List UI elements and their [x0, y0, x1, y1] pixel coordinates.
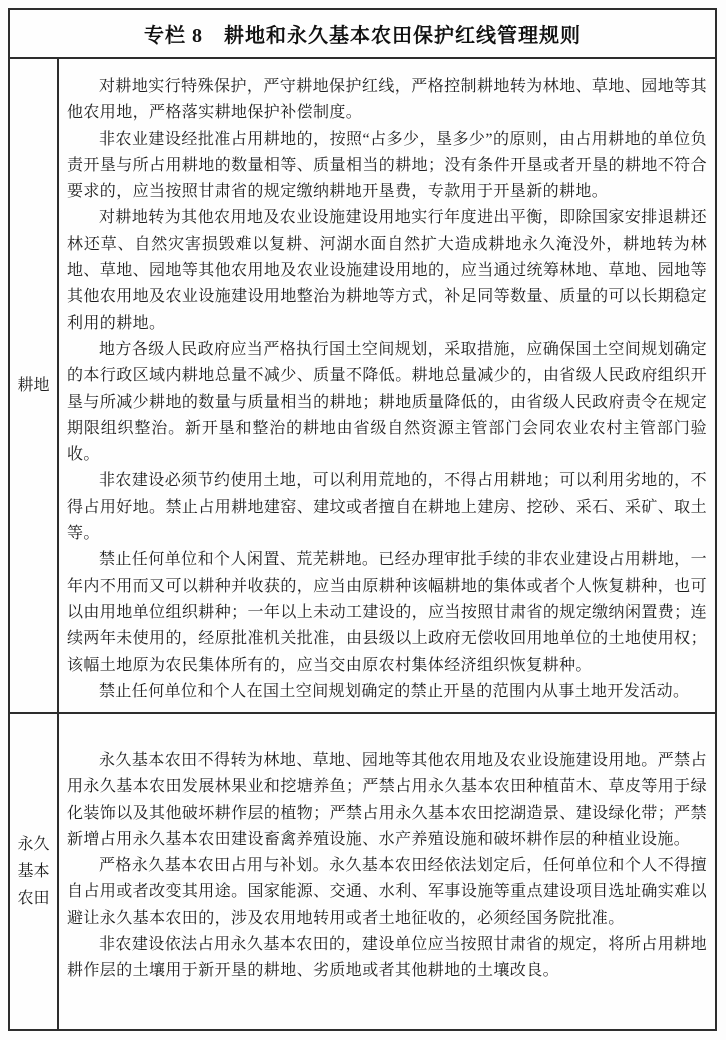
row-content-cultivated-land — [59, 59, 715, 712]
paragraph: 永久基本农田不得转为林地、草地、园地等其他农用地及农业设施建设用地。严禁占用永久基本农田发展林果业和挖塘养鱼；严禁占用永久基本农田种植苗木、草皮等用于绿化装饰以及其他破坏耕作层的植物；严禁占用永久基本农田挖湖造景、建设绿化带；严禁新增占用永久基本农田建设畜禽养殖设施、水产养殖设施和破坏耕作层的种植业设施。 — [67, 752, 707, 848]
paragraph: 地方各级人民政府应当严格执行国土空间规划，采取措施，应确保国土空间规划确定的本行政区域内耕地总量不减少、质量不降低。耕地总量减少的，由省级人民政府组织开垦与所减少耕地的数量与质量相当的耕地；耕地质量降低的，由省级人民政府责令在规定期限组织整治。新开垦和整治的耕地由省级自然资源主管部门会同农业农村主管部门验收。 — [67, 340, 707, 464]
paragraph: 非农业建设经批准占用耕地的，按照“占多少，垦多少”的原则，由占用耕地的单位负责开垦与所占用耕地的数量相等、质量相当的耕地；没有条件开垦或者开垦的耕地不符合要求的，应当按照甘肃省的规定缴纳耕地开垦费，专款用于开垦新的耕地。 — [67, 130, 707, 201]
paragraph: 严格永久基本农田占用与补划。永久基本农田经依法划定后，任何单位和个人不得擅自占用或者改变其用途。国家能源、交通、水利、军事设施等重点建设项目选址确实难以避让永久基本农田的，涉及农用地转用或者土地征收的，必须经国务院批准。 — [67, 857, 707, 927]
paragraph: 对耕地实行特殊保护，严守耕地保护红线，严格控制耕地转为林地、草地、园地等其他农用地，严格落实耕地保护补偿制度。 — [67, 78, 707, 122]
paragraph: 禁止任何单位和个人闲置、荒芜耕地。已经办理审批手续的非农业建设占用耕地，一年内不用而又可以耕种并收获的，应当由原耕种该幅耕地的集体或者个人恢复耕种，也可以由用地单位组织耕种；一年以上未动工建设的，应当按照甘肃省的规定缴纳闲置费；连续两年未使用的，经原批准机关批准，由县级以上政府无偿收回用地单位的土地使用权；该幅土地原为农民集体所有的，应当交由原农村集体经济组织恢复耕种。 — [67, 551, 707, 674]
table-row-cultivated-land — [10, 59, 715, 714]
row-label-cultivated-land: 耕地 — [10, 59, 59, 712]
panel-title: 专栏 8 耕地和永久基本农田保护红线管理规则 — [10, 10, 715, 59]
rules-panel — [8, 8, 717, 1031]
row-content-permanent-basic-farmland — [59, 714, 715, 1029]
paragraph: 禁止任何单位和个人在国土空间规划确定的禁止开垦的范围内从事土地开发活动。 — [99, 682, 690, 700]
paragraph: 对耕地转为其他农用地及农业设施建设用地实行年度进出平衡，即除国家安排退耕还林还草、自然灾害损毁难以复耕、河湖水面自然扩大造成耕地永久淹没外，耕地转为林地、草地、园地等其他农用地及农业设施建设用地的，应当通过统筹林地、草地、园地等其他农用地及农业设施建设用地整治为耕地等方式，补足同等数量、质量的可以长期稳定利用的耕地。 — [67, 209, 707, 332]
paragraph: 非农建设依法占用永久基本农田的，建设单位应当按照甘肃省的规定，将所占用耕地耕作层的土壤用于新开垦的耕地、劣质地或者其他耕地的土壤改良。 — [67, 936, 707, 980]
table-row-permanent-basic-farmland — [10, 714, 715, 1029]
paragraph: 非农建设必须节约使用土地，可以利用荒地的，不得占用耕地；可以利用劣地的，不得占用好地。禁止占用耕地建窑、建坟或者擅自在耕地上建房、挖砂、采石、采矿、取土等。 — [67, 472, 707, 543]
row-label-permanent-basic-farmland: 永久基本农田 — [10, 714, 59, 1029]
